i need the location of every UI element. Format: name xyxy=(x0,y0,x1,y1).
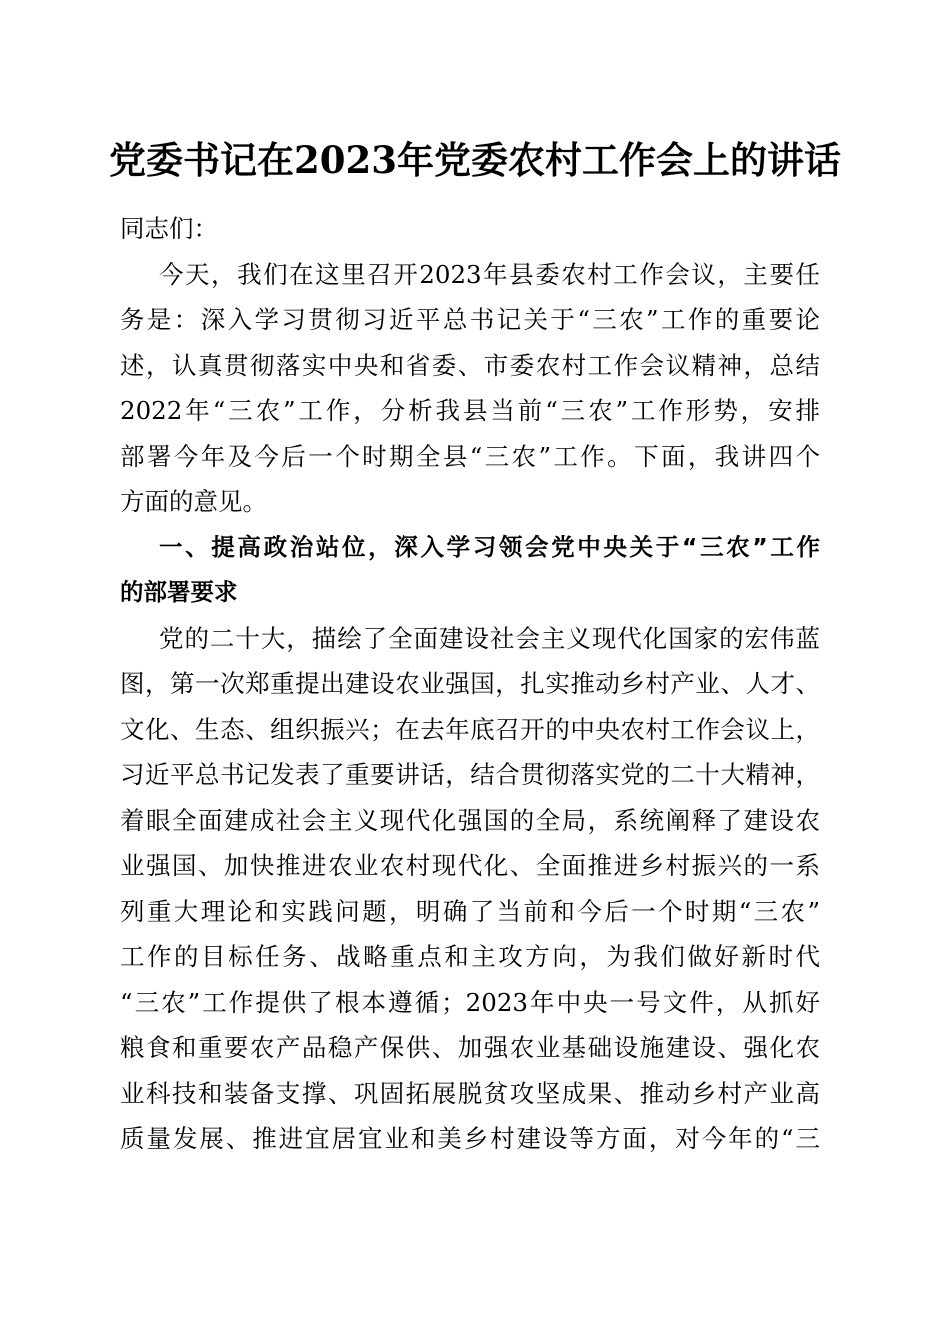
paragraph-line: 粮食和重要农产品稳产保供、加强农业基础设施建设、强化农 xyxy=(120,1033,820,1062)
paragraph-line: 务是：深入学习贯彻习近平总书记关于“三农”工作的重要论 xyxy=(120,305,820,334)
paragraph-line: 着眼全面建成社会主义现代化强国的全局，系统阐释了建设农 xyxy=(120,805,820,835)
paragraph-line: 述，认真贯彻落实中央和省委、市委农村工作会议精神，总结 xyxy=(120,350,820,380)
section-heading-line: 一、提高政治站位，深入学习领会党中央关于“三农”工作 xyxy=(159,532,820,561)
paragraph-line: 业科技和装备支撑、巩固拓展脱贫攻坚成果、推动乡村产业高 xyxy=(120,1078,820,1108)
paragraph-line: 质量发展、推进宜居宜业和美乡村建设等方面，对今年的“三 xyxy=(120,1124,820,1153)
paragraph-line: 文化、生态、组织振兴；在去年底召开的中央农村工作会议上， xyxy=(120,714,820,744)
paragraph-line: 方面的意见。 xyxy=(120,487,267,516)
paragraph-line: 业强国、加快推进农业农村现代化、全面推进乡村振兴的一系 xyxy=(120,851,820,880)
paragraph-line: 习近平总书记发表了重要讲话，结合贯彻落实党的二十大精神， xyxy=(120,760,820,789)
section-heading-line: 的部署要求 xyxy=(120,578,238,606)
paragraph-line: 部署今年及今后一个时期全县“三农”工作。下面，我讲四个 xyxy=(120,441,820,471)
paragraph-line: 工作的目标任务、战略重点和主攻方向，为我们做好新时代 xyxy=(120,942,820,971)
paragraph-line: “三农”工作提供了根本遵循；2023年中央一号文件，从抓好 xyxy=(120,987,820,1017)
paragraph-line: 2022年“三农”工作，分析我县当前“三农”工作形势，安排 xyxy=(120,396,820,425)
paragraph-line: 党的二十大，描绘了全面建设社会主义现代化国家的宏伟蓝 xyxy=(159,623,820,653)
paragraph-line: 今天，我们在这里召开2023年县委农村工作会议，主要任 xyxy=(159,259,820,289)
paragraph-line: 同志们： xyxy=(120,214,218,243)
document-title: 党委书记在2023年党委农村工作会上的讲话 xyxy=(109,138,841,182)
document-body xyxy=(120,206,820,1162)
paragraph-line: 列重大理论和实践问题，明确了当前和今后一个时期“三农” xyxy=(120,896,820,926)
paragraph-line: 图，第一次郑重提出建设农业强国，扎实推动乡村产业、人才、 xyxy=(120,669,820,698)
